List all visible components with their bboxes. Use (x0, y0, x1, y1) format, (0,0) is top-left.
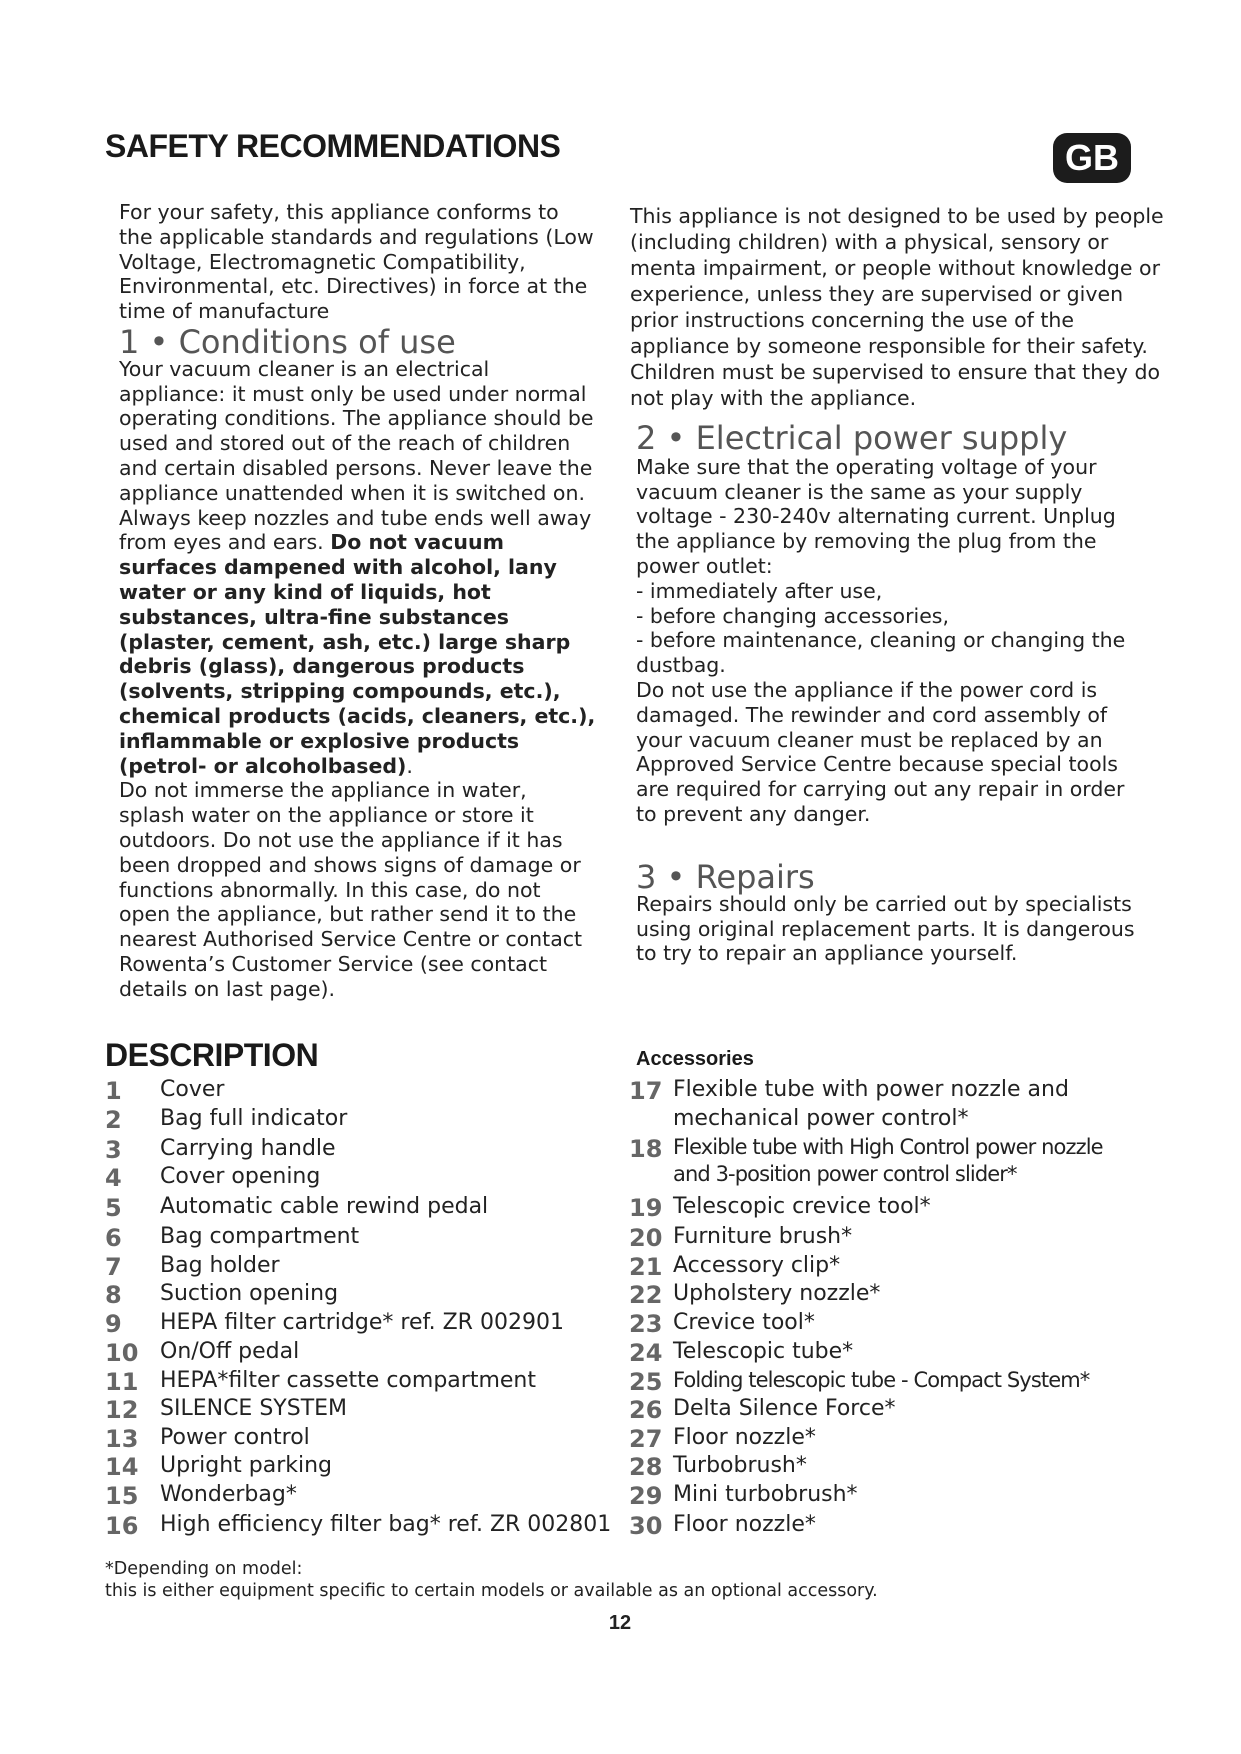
item-number: 1 (105, 1077, 122, 1105)
safety-intro: For your safety, this appliance conforms to the applicable standards and regulations (Low Voltage, Electromagnetic Compatibility, Environmental, etc. Directives) in force at the time of manufacture (119, 200, 594, 324)
item-label: Telescopic tube* (673, 1339, 854, 1364)
footnote-line-1: *Depending on model: (105, 1559, 303, 1579)
description-list-left (105, 1077, 625, 1547)
footnote-line-2: this is either equipment specific to certain models or available as an optional accessory. (105, 1581, 878, 1601)
item-label: Accessory clip* (673, 1253, 841, 1278)
item-label: Bag compartment (160, 1224, 360, 1249)
section-1-text-b: Do not immerse the appliance in water, splash water on the appliance or store it outdoors. Do not use the appliance if it has been dropped and shows signs of damage or functions abnormally. In this case, do not open the appliance, but rather send it to the nearest Authorised Service Centre or contact Rowenta’s Customer Service (see contact details on last page). (119, 778, 583, 1001)
item-label: Upright parking (160, 1453, 333, 1478)
item-label: HEPA*filter cassette compartment (160, 1368, 536, 1393)
section-2-item: - immediately after use, (636, 578, 883, 603)
item-number: 12 (105, 1396, 139, 1424)
item-label: Wonderbag* (160, 1482, 297, 1507)
section-1-warning: Do not vacuum surfaces dampened with alcohol, lany water or any kind of liquids, hot substances, ultra-fine substances (plaster, cement, ash, etc.) large sharp debris (glass), dangerous products (solvents, stripping compounds, etc.), chemical products (acids, cleaners, etc.), inflammable or explosive products (petrol- or alcoholbased) (119, 530, 596, 778)
description-list-right (629, 1077, 1189, 1547)
item-label: Folding telescopic tube - Compact System* (673, 1368, 1090, 1392)
item-number: 10 (105, 1339, 139, 1367)
item-number: 26 (629, 1396, 663, 1424)
right-intro-a: This appliance is not designed to be used by people (including children) with a physical, sensory or menta impairment, or people without knowledge or experience, unless they are supervised or given prior instructions concerning the use of the appliance by someone responsible for their safety. (630, 204, 1164, 358)
item-number: 20 (629, 1224, 663, 1252)
item-label: Cover (160, 1077, 225, 1102)
section-1-text-a: Your vacuum cleaner is an electrical appliance: it must only be used under normal operating conditions. The appliance should be used and stored out of the reach of children and certain disabled persons. Never leave the appliance unattended when it is switched on. Always keep nozzles and tube ends well away from eyes and ears. (119, 356, 594, 555)
item-number: 11 (105, 1368, 139, 1396)
item-label: Crevice tool* (673, 1310, 815, 1335)
section-2-item: - before changing accessories, (636, 603, 950, 628)
item-label: HEPA filter cartridge* ref. ZR 002901 (160, 1310, 564, 1335)
page-title: SAFETY RECOMMENDATIONS (105, 128, 561, 164)
item-label: Automatic cable rewind pedal (160, 1194, 489, 1219)
right-column-intro (630, 203, 1170, 411)
section-1-warning-end: . (406, 753, 413, 778)
item-label: Mini turbobrush* (673, 1482, 858, 1507)
item-label: Furniture brush* (673, 1224, 853, 1249)
item-number: 29 (629, 1482, 663, 1510)
section-3-text: Repairs should only be carried out by specialists using original replacement parts. It is dangerous to try to repair an appliance yourself. (636, 891, 1135, 966)
item-number: 15 (105, 1482, 139, 1510)
item-number: 28 (629, 1453, 663, 1481)
accessories-title: Accessories (636, 1048, 754, 1070)
item-label-line2: and 3-position power control slider* (673, 1162, 1017, 1186)
item-number: 14 (105, 1453, 139, 1481)
item-label: Carrying handle (160, 1136, 336, 1161)
item-label-line2: mechanical power control* (673, 1106, 969, 1131)
item-number: 27 (629, 1425, 663, 1453)
left-column (119, 200, 597, 1002)
item-number: 17 (629, 1077, 663, 1105)
item-number: 8 (105, 1281, 122, 1309)
item-label: Delta Silence Force* (673, 1396, 896, 1421)
item-label: Power control (160, 1425, 310, 1450)
item-number: 9 (105, 1310, 122, 1338)
right-intro-b: Children must be supervised to ensure that they do not play with the appliance. (630, 360, 1160, 410)
item-number: 7 (105, 1253, 122, 1281)
item-label: High efficiency filter bag* ref. ZR 002801 (160, 1512, 612, 1537)
item-label: Flexible tube with High Control power nozzle (673, 1135, 1103, 1159)
item-number: 25 (629, 1368, 663, 1396)
item-number: 6 (105, 1224, 122, 1252)
item-number: 16 (105, 1512, 139, 1540)
item-number: 3 (105, 1136, 122, 1164)
item-label: Cover opening (160, 1164, 321, 1189)
item-number: 5 (105, 1194, 122, 1222)
item-number: 2 (105, 1106, 122, 1134)
item-number: 4 (105, 1164, 122, 1192)
item-number: 21 (629, 1253, 663, 1281)
item-number: 22 (629, 1281, 663, 1309)
item-label: Floor nozzle* (673, 1512, 816, 1537)
item-number: 18 (629, 1135, 663, 1163)
section-1-text (119, 357, 597, 779)
item-number: 13 (105, 1425, 139, 1453)
item-label: Flexible tube with power nozzle and (673, 1077, 1069, 1102)
section-2-text: Make sure that the operating voltage of your vacuum cleaner is the same as your supply voltage - 230-240v alternating current. Unplug the appliance by removing the plug from the power outlet: (636, 454, 1116, 578)
item-label: Telescopic crevice tool* (673, 1194, 931, 1219)
section-1-title: 1 • Conditions of use (119, 322, 456, 361)
item-label: Floor nozzle* (673, 1425, 816, 1450)
item-number: 24 (629, 1339, 663, 1367)
section-3 (636, 858, 1136, 966)
section-2-title: 2 • Electrical power supply (636, 419, 1068, 457)
section-3-title: 3 • Repairs (636, 858, 815, 896)
description-title: DESCRIPTION (105, 1037, 319, 1073)
section-2-text-b: Do not use the appliance if the power cord is damaged. The rewinder and cord assembly of your vacuum cleaner must be replaced by an Approved Service Centre because special tools are required for carrying out any repair in order to prevent any danger. (636, 677, 1125, 826)
item-label: Turbobrush* (673, 1453, 807, 1478)
item-label: Upholstery nozzle* (673, 1281, 881, 1306)
item-number: 23 (629, 1310, 663, 1338)
language-badge: GB (1053, 133, 1131, 183)
section-2 (636, 419, 1136, 827)
item-label: Bag full indicator (160, 1106, 348, 1131)
section-2-item: - before maintenance, cleaning or changing the dustbag. (636, 628, 1126, 678)
item-label: Suction opening (160, 1281, 339, 1306)
item-number: 30 (629, 1512, 663, 1540)
item-label: Bag holder (160, 1253, 280, 1278)
item-label: On/Off pedal (160, 1339, 300, 1364)
item-label: SILENCE SYSTEM (160, 1396, 348, 1421)
page-number: 12 (608, 1612, 632, 1634)
item-number: 19 (629, 1194, 663, 1222)
